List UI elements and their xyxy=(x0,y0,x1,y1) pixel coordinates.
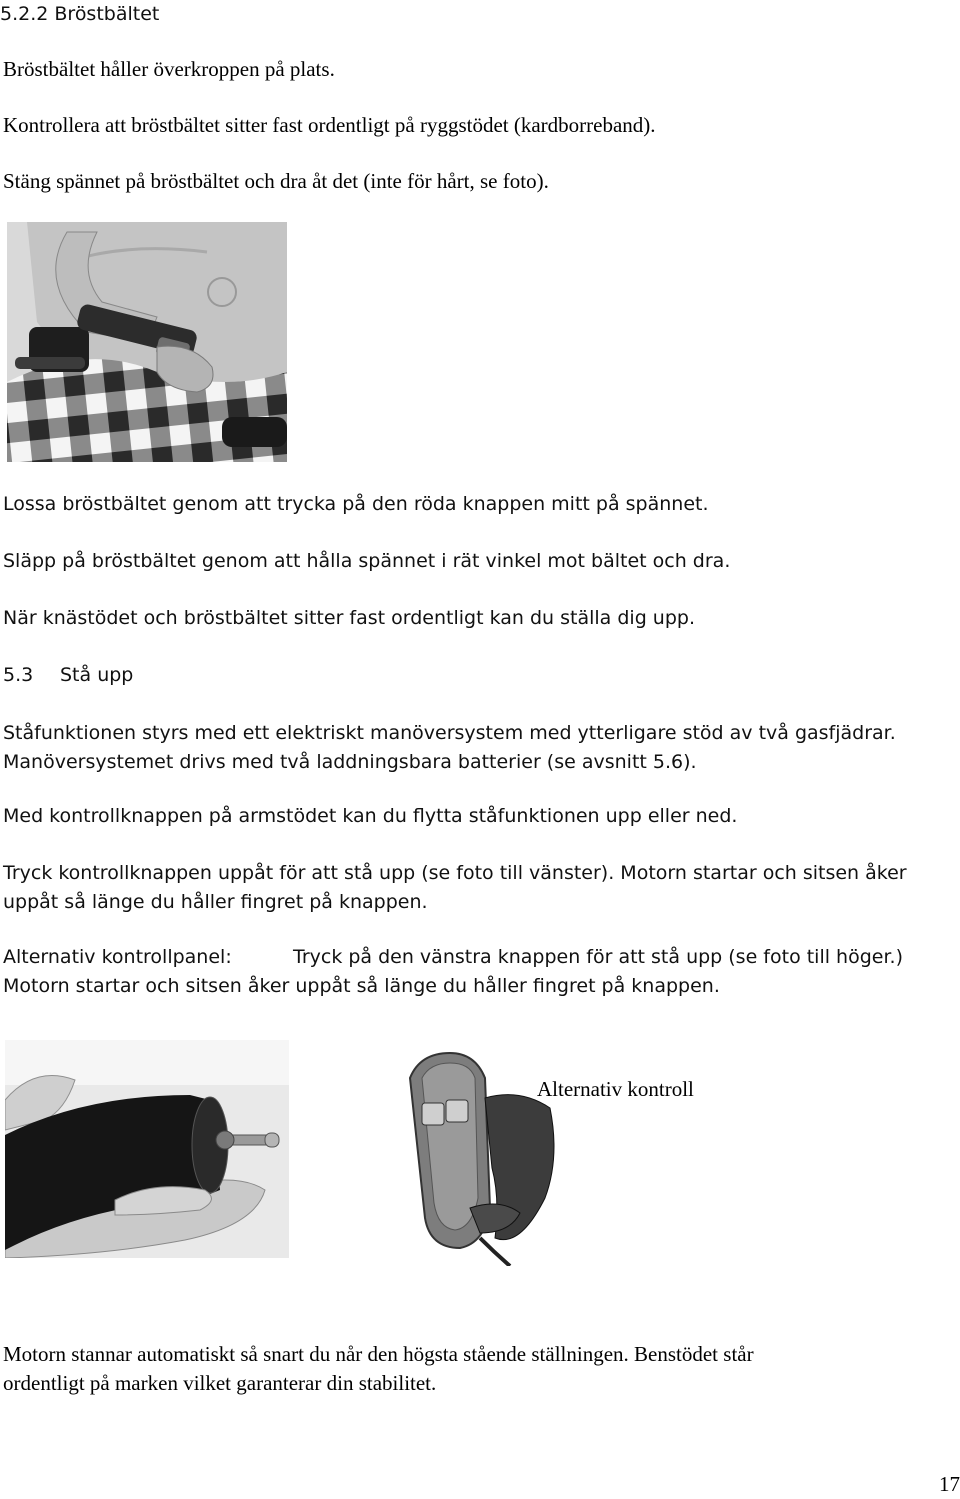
alternative-control-caption: Alternativ kontroll xyxy=(537,1077,694,1101)
paragraph-motor-stops-line1: Motorn stannar automatiskt så snart du når den högsta stående ställningen. Benstödet står xyxy=(3,1342,754,1366)
paragraph-control-button: Med kontrollknappen på armstödet kan du flytta ståfunktionen upp eller ned. xyxy=(3,805,738,827)
paragraph-chest-belt-purpose: Bröstbältet håller överkroppen på plats. xyxy=(3,57,335,81)
chest-belt-photo xyxy=(7,222,287,462)
paragraph-push-up-line1: Tryck kontrollknappen uppåt för att stå upp (se foto till vänster). Motorn startar och sitsen åker xyxy=(3,862,907,884)
paragraph-push-up-line2: uppåt så länge du håller fingret på knappen. xyxy=(3,891,428,913)
alternative-panel-line2: Motorn startar och sitsen åker uppåt så länge du håller fingret på knappen. xyxy=(3,975,720,997)
up-button-icon xyxy=(422,1103,444,1125)
page-number: 17 xyxy=(939,1472,960,1496)
paragraph-stand-up-ready: När knästödet och bröstbältet sitter fast ordentligt kan du ställa dig upp. xyxy=(3,607,695,629)
paragraph-close-buckle: Stäng spännet på bröstbältet och dra åt det (inte för hårt, se foto). xyxy=(3,169,549,193)
paragraph-stand-function-line2: Manöversystemet drivs med två laddningsbara batterier (se avsnitt 5.6). xyxy=(3,751,697,773)
handset-illustration xyxy=(400,1048,560,1266)
paragraph-release-belt: Lossa bröstbältet genom att trycka på den röda knappen mitt på spännet. xyxy=(3,493,709,515)
chest-belt-illustration xyxy=(7,222,287,462)
alternative-panel-line1: Tryck på den vänstra knappen för att stå upp (se foto till höger.) xyxy=(293,946,903,968)
paragraph-motor-stops-line2: ordentligt på marken vilket garanterar din stabilitet. xyxy=(3,1371,437,1395)
down-button-icon xyxy=(446,1100,468,1122)
alternative-control-photo xyxy=(400,1048,560,1266)
paragraph-loosen-belt: Släpp på bröstbältet genom att hålla spännet i rät vinkel mot bältet och dra. xyxy=(3,550,731,572)
section-heading-5-3-number: 5.3 xyxy=(3,664,34,686)
section-heading-5-3-title: Stå upp xyxy=(60,664,134,686)
armrest-control-photo xyxy=(5,1040,289,1258)
alternative-panel-label: Alternativ kontrollpanel: xyxy=(3,946,232,968)
armrest-control-illustration xyxy=(5,1040,289,1258)
paragraph-stand-function-line1: Ståfunktionen styrs med ett elektriskt manöversystem med ytterligare stöd av två gasfjädrar. xyxy=(3,722,896,744)
paragraph-check-belt: Kontrollera att bröstbältet sitter fast ordentligt på ryggstödet (kardborreband). xyxy=(3,113,656,137)
section-heading-5-2-2: 5.2.2 Bröstbältet xyxy=(0,3,160,25)
